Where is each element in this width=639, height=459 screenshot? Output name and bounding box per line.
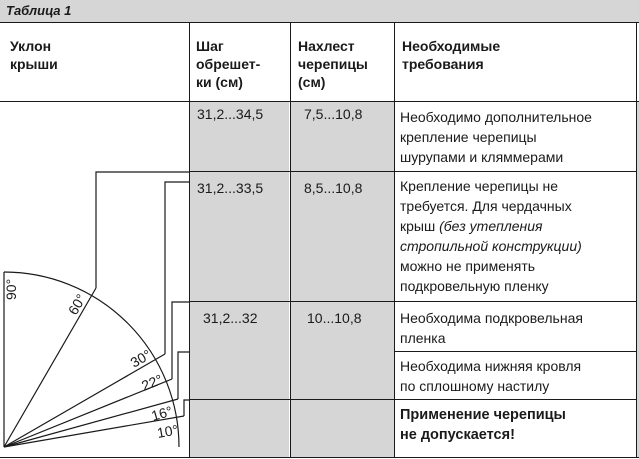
row2-lathing: 31,2...33,5 xyxy=(197,180,264,196)
row2-overlap: 8,5...10,8 xyxy=(304,180,363,196)
row5-requirement: Применение черепицы не допускается! xyxy=(400,407,566,443)
leader-30 xyxy=(165,182,189,354)
row3-lathing: 31,2...32 xyxy=(203,310,258,326)
row3-requirement: Необходима подкровельная пленка xyxy=(400,310,583,346)
angle-label-60: 60° xyxy=(64,291,90,318)
angle-label-22: 22° xyxy=(139,371,165,394)
header-slope: Уклон крыши xyxy=(10,38,58,72)
header-lathing: Шаг обрешет- ки (см) xyxy=(196,38,261,90)
row2-requirement: Крепление черепицы не требуется. Для чердачных крыш (без утепления стропильной конструкции) можно не применять подкровельную пленку xyxy=(400,178,582,294)
row4-requirement: Необходима нижняя кровля по сплошному настилу xyxy=(400,358,582,394)
leader-10 xyxy=(184,400,189,416)
angle-label-10: 10° xyxy=(155,421,180,441)
angle-label-90: 90° xyxy=(3,278,19,300)
leader-22 xyxy=(172,302,189,379)
row1-lathing: 31,2...34,5 xyxy=(197,106,264,122)
row1-requirement: Необходимо дополнительное крепление черепицы шурупами и кляммерами xyxy=(400,109,592,165)
header-overlap: Нахлест черепицы (см) xyxy=(298,38,368,90)
angle-label-30: 30° xyxy=(127,346,154,371)
row3-overlap: 10...10,8 xyxy=(307,310,362,326)
row1-overlap: 7,5...10,8 xyxy=(304,106,363,122)
leader-16 xyxy=(178,352,189,399)
ray-60 xyxy=(4,288,96,447)
header-requirements: Необходимые требования xyxy=(402,38,501,72)
ray-16 xyxy=(4,399,178,447)
angle-label-16: 16° xyxy=(149,402,175,424)
table-caption: Таблица 1 xyxy=(6,3,72,18)
leader-60 xyxy=(96,172,189,288)
